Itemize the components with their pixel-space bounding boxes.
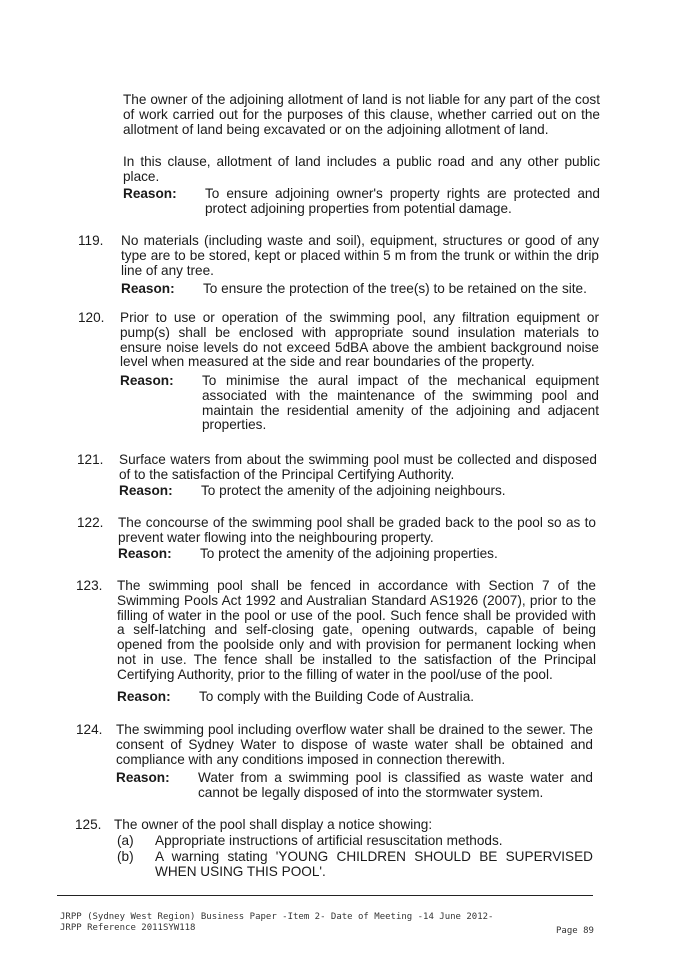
list-item-letter: (b)	[117, 849, 134, 864]
reason-label: Reason:	[123, 186, 177, 201]
condition-number: 121.	[77, 452, 104, 467]
condition-text: The concourse of the swimming pool shall be graded back to the pool so as to prevent water flowing into the neighbouring property.	[118, 515, 596, 545]
intro-paragraph-1: The owner of the adjoining allotment of land is not liable for any part of the cost of work carried out for the purposes of this clause, whether carried out on the allotment of land being excavated or on the adjoining allotment of land.	[123, 92, 600, 137]
condition-reason	[117, 690, 596, 706]
condition-text: The swimming pool including overflow water shall be drained to the sewer. The consent of Sydney Water to dispose of waste water shall be obtained and compliance with any conditions imposed in connection therewith.	[116, 722, 593, 767]
footer-line-1: JRPP (Sydney West Region) Business Paper -Item 2- Date of Meeting -14 June 2012-	[60, 912, 494, 922]
condition-number: 120.	[78, 310, 105, 325]
footer-divider	[57, 895, 593, 896]
reason-text: To protect the amenity of the adjoining neighbours.	[201, 483, 506, 498]
list-item-letter: (a)	[117, 833, 134, 848]
condition-text: Surface waters from about the swimming pool must be collected and disposed of to the satisfaction of the Principal Certifying Authority.	[119, 452, 597, 482]
intro-reason	[123, 187, 600, 217]
condition-text: The owner of the pool shall display a notice showing:	[114, 817, 433, 832]
reason-text: To ensure adjoining owner's property rights are protected and protect adjoining properties from potential damage.	[205, 186, 600, 216]
list-item-text: A warning stating 'YOUNG CHILDREN SHOULD BE SUPERVISED WHEN USING THIS POOL'.	[155, 849, 593, 879]
intro-paragraph-2: In this clause, allotment of land includes a public road and any other public place.	[123, 154, 600, 184]
condition-reason	[121, 282, 599, 298]
condition-reason	[116, 771, 593, 801]
condition-reason	[118, 547, 596, 563]
condition-number: 122.	[77, 515, 104, 530]
condition-text: The swimming pool shall be fenced in accordance with Section 7 of the Swimming Pools Act 1992 and Australian Standard AS1926 (2007), prior to the filling of water in the pool or use of the pool. Such fence shall be provided with a self-latching and self-closing gate, opening outwards, capable of being opened from the poolside only and with provision for permanent locking when not in use. The fence shall be installed to the satisfaction of the Principal Certifying Authority, prior to the filling of water in the pool/use of the pool.	[117, 578, 596, 682]
list-item-text: Appropriate instructions of artificial resuscitation methods.	[155, 833, 503, 848]
reason-label: Reason:	[116, 770, 170, 785]
condition-text: No materials (including waste and soil), equipment, structures or good of any type are to be stored, kept or placed within 5 m from the trunk or within the drip line of any tree.	[121, 233, 599, 278]
reason-text: To comply with the Building Code of Australia.	[199, 689, 475, 704]
reason-label: Reason:	[118, 546, 172, 561]
reason-text: Water from a swimming pool is classified as waste water and cannot be legally disposed of into the stormwater system.	[198, 770, 593, 800]
reason-text: To protect the amenity of the adjoining properties.	[200, 546, 498, 561]
list-item	[117, 834, 593, 850]
reason-label: Reason:	[117, 689, 171, 704]
reason-label: Reason:	[119, 483, 173, 498]
list-item	[117, 850, 593, 880]
page-number: Page 89	[556, 926, 594, 936]
reason-text: To minimise the aural impact of the mechanical equipment associated with the maintenance of the swimming pool and maintain the residential amenity of the adjoining and adjacent properties.	[202, 373, 599, 433]
condition-text: Prior to use or operation of the swimming pool, any filtration equipment or pump(s) shall be enclosed with appropriate sound insulation materials to ensure noise levels do not exceed 5dBA above the ambient background noise level when measured at the side and rear boundaries of the property.	[120, 310, 599, 370]
reason-label: Reason:	[121, 281, 175, 296]
reason-text: To ensure the protection of the tree(s) to be retained on the site.	[203, 281, 587, 296]
footer-line-2: JRPP Reference 2011SYW118	[60, 923, 196, 933]
condition-number: 125.	[75, 817, 102, 832]
condition-number: 119.	[78, 233, 104, 248]
condition-number: 124.	[76, 722, 103, 737]
condition-reason	[120, 374, 599, 436]
condition-reason	[119, 484, 597, 500]
reason-label: Reason:	[120, 373, 174, 388]
condition-number: 123.	[76, 578, 103, 593]
